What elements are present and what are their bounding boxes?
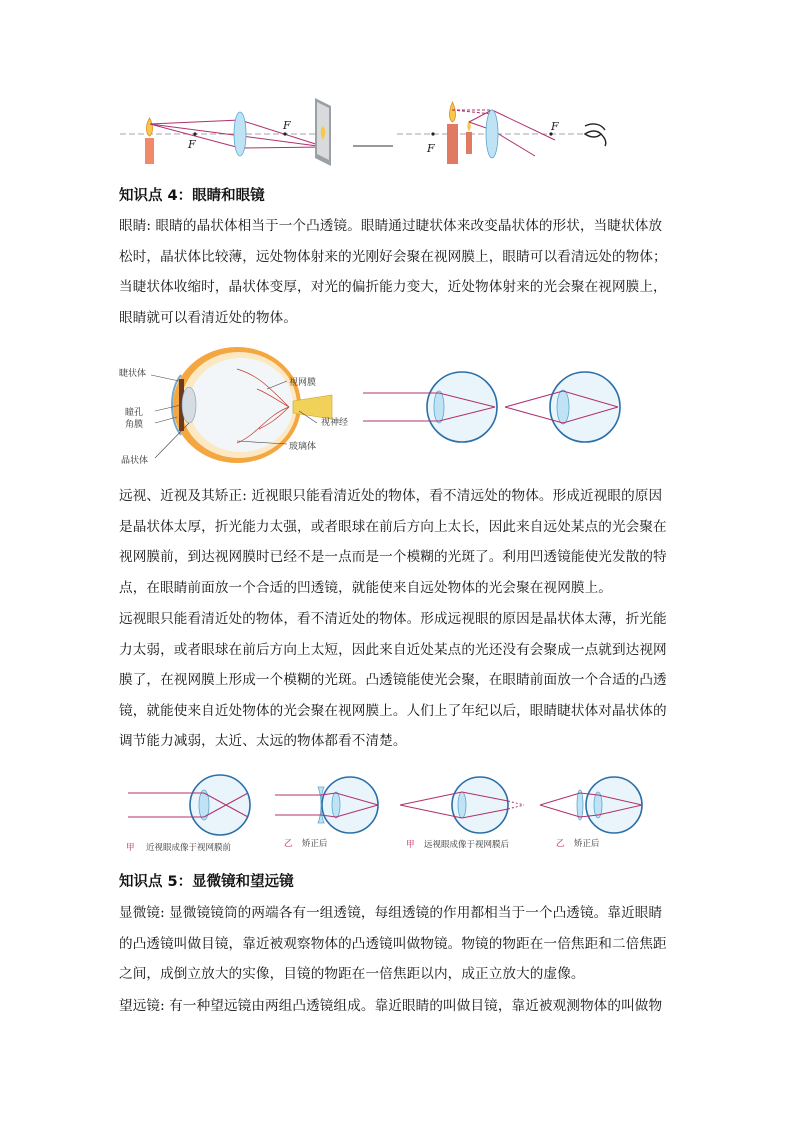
eye-anatomy-figure xyxy=(117,345,637,470)
hyperopia-corrected-diagram xyxy=(540,777,642,833)
eye-near-focus-diagram xyxy=(505,372,620,442)
caption-b-mark: 乙 xyxy=(284,839,293,849)
label-pupil: 瞳孔 xyxy=(125,408,144,418)
myopia-diagram xyxy=(128,775,250,835)
screen-shape xyxy=(315,98,331,166)
label-retina: 视网膜 xyxy=(289,378,317,388)
lens-imaging-figure xyxy=(115,96,615,166)
section4-heading: 知识点 4：眼睛和眼镜 xyxy=(119,188,265,204)
section5-para-telescope: 望远镜: 有一种望远镜由两组凸透镜组成。靠近眼睛的叫做目镜，靠近被观测物体的叫做物 xyxy=(119,998,663,1014)
section4-para-eye: 眼睛: 眼睛的晶状体相当于一个凸透镜。眼睛通过睫状体来改变晶状体的形状，当睫状体放 松时，晶状体比较薄，远处物体射来的光刚好会聚在视网膜上，眼睛可以看清远处的物体； 当睫状体收缩时，晶状体变厚，对光的偏折能力变大，近处物体射来的光会聚在视网膜上， 眼睛就可以看清近处的物体。 xyxy=(119,218,667,326)
section5-para-microscope: 显微镜: 显微镜镜筒的两端各有一组透镜，每组透镜的作用都相当于一个凸透镜。靠近眼睛 的凸透镜叫做目镜，靠近被观察物体的凸透镜叫做物镜。物镜的物距在一倍焦距和二倍焦距 之间，成倒立放大的实像，目镜的物距在一倍焦距以内，成正立放大的虚像。 xyxy=(119,905,667,982)
convex-lens-shape xyxy=(234,112,246,156)
label-ciliary-body: 睫状体 xyxy=(119,369,147,379)
label-lens: 晶状体 xyxy=(121,456,149,466)
focus-label: F xyxy=(427,142,435,155)
label-optic-nerve: 视神经 xyxy=(321,418,349,428)
focus-label: F xyxy=(188,138,196,151)
hyperopia-diagram xyxy=(400,777,524,833)
focus-label: F xyxy=(551,120,559,133)
caption-a-mark: 甲 xyxy=(126,843,135,853)
vision-correction-figure xyxy=(120,773,665,858)
caption-d-text: 矫正后 xyxy=(574,839,600,849)
label-cornea: 角膜 xyxy=(125,420,144,430)
caption-a-text: 近视眼成像于视网膜前 xyxy=(146,843,232,853)
eye-far-focus-diagram xyxy=(363,372,497,442)
eye-icon xyxy=(585,124,606,146)
focus-label: F xyxy=(283,119,291,132)
caption-c-mark: 甲 xyxy=(406,840,415,850)
caption-b-text: 矫正后 xyxy=(302,839,328,849)
caption-d-mark: 乙 xyxy=(556,839,565,849)
myopia-corrected-diagram xyxy=(275,777,378,833)
convex-lens-shape xyxy=(486,110,498,158)
label-vitreous: 玻璃体 xyxy=(289,442,317,452)
section4-para-hyperopia: 远视眼只能看清近处的物体，看不清近处的物体。形成远视眼的原因是晶状体太薄，折光能 力太弱，或者眼球在前后方向上太短，因此来自近处某点的光还没有会聚成一点就到达视网 膜了，在视网膜上形成一个模糊的光斑。凸透镜能使光会聚，在眼睛前面放一个合适的凸透 镜，就能使来自近处物体的光会聚在视网膜上。人们上了年纪以后，眼睛睫状体对晶状体的 调节能力减弱，太近、太远的物体都看不清楚。 xyxy=(119,611,667,749)
caption-c-text: 远视眼成像于视网膜后 xyxy=(424,840,510,850)
section4-para-myopia: 远视、近视及其矫正: 近视眼只能看清近处的物体，看不清远处的物体。形成近视眼的原因 是晶状体太厚，折光能力太强，或者眼球在前后方向上太长，因此来自远处某点的光会聚在 视网膜前，到达视网膜时已经不是一点而是一个模糊的光斑了。利用凹透镜能使光发散的特 点，在眼睛前面放一个合适的凹透镜，就能使来自远处物体的光会聚在视网膜上。 xyxy=(119,488,667,596)
section5-heading: 知识点 5：显微镜和望远镜 xyxy=(119,874,294,890)
lens-shape xyxy=(182,387,196,423)
